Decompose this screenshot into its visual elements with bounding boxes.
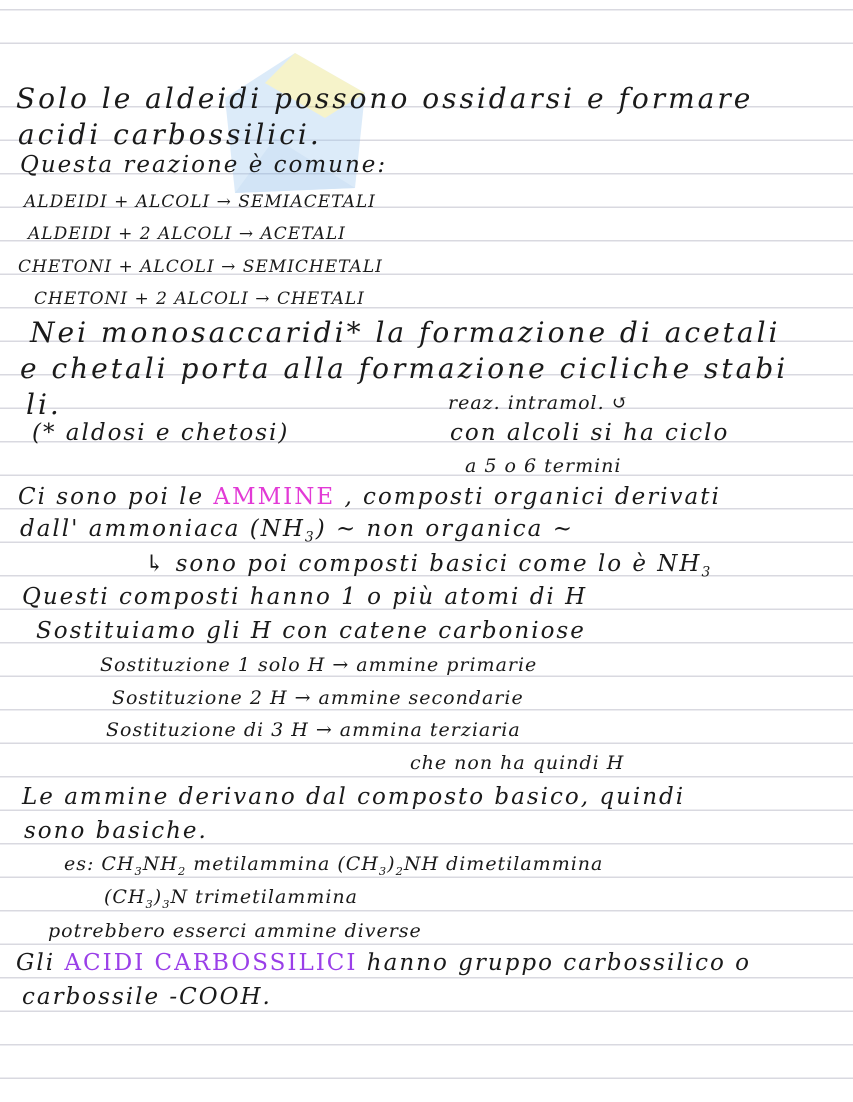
text-line-15 — [18, 484, 721, 510]
text-line-30: carbossile -COOH. — [22, 984, 272, 1010]
text-segment: NH dimetilammina — [403, 853, 604, 875]
text-line-13: con alcoli si ha ciclo — [450, 420, 730, 446]
text-line-25: sono basiche. — [24, 818, 208, 844]
text-line-16 — [20, 516, 574, 546]
subscript: 3 — [304, 529, 316, 546]
text-line-11: reaz. intramol. ↺ — [448, 392, 629, 414]
text-line-12: (* aldosi e chetosi) — [32, 420, 290, 446]
text-line-21: Sostituzione 2 H → ammine secondarie — [112, 687, 524, 709]
text-segment: metilammina (CH — [186, 853, 379, 875]
text-segment: dall' ammoniaca (NH — [20, 516, 305, 542]
text-line-3: Questa reazione è comune: — [20, 152, 388, 178]
acidi-carbossilici-highlight: ACIDI CARBOSSILICI — [64, 950, 358, 976]
text-segment: Gli — [16, 950, 56, 976]
text-line-26 — [64, 853, 603, 878]
text-segment: N trimetilammina — [170, 886, 358, 908]
text-line-2: acidi carbossilici. — [18, 118, 322, 151]
text-line-28: potrebbero esserci ammine diverse — [48, 920, 422, 942]
text-line-18: Questi composti hanno 1 o più atomi di H — [22, 584, 588, 610]
text-line-14: a 5 o 6 termini — [465, 455, 622, 477]
text-line-24: Le ammine derivano dal composto basico, quindi — [22, 784, 686, 810]
text-line-23: che non ha quindi H — [410, 752, 625, 774]
text-line-20: Sostituzione 1 solo H → ammine primarie — [100, 654, 538, 676]
text-segment: ) — [153, 886, 163, 908]
subscript: 3 — [378, 863, 388, 878]
subscript: 3 — [134, 863, 143, 878]
text-segment: Ci sono poi le — [18, 484, 205, 510]
text-segment: , composti organici derivati — [344, 484, 721, 510]
text-segment: ) ~ non organica ~ — [315, 516, 574, 542]
text-segment: ↳ sono poi composti basici come lo è NH — [145, 551, 702, 577]
subscript: 2 — [395, 863, 404, 878]
subscript: 2 — [178, 863, 187, 878]
text-line-22: Sostituzione di 3 H → ammina terziaria — [106, 719, 521, 741]
text-segment: es: CH — [64, 853, 135, 875]
text-segment: ) — [387, 853, 396, 875]
subscript: 3 — [162, 896, 171, 911]
subscript: 3 — [145, 896, 154, 911]
text-line-27 — [104, 886, 358, 911]
text-segment: (CH — [104, 886, 146, 908]
text-segment: hanno gruppo carbossilico o — [366, 950, 751, 976]
text-line-9: e chetali porta alla formazione cicliche stabi — [20, 352, 789, 385]
text-segment: NH — [142, 853, 178, 875]
text-line-10: li. — [26, 388, 62, 421]
subscript: 3 — [701, 564, 713, 581]
text-line-1: Solo le aldeidi possono ossidarsi e formare — [16, 82, 754, 115]
text-line-29 — [16, 950, 751, 976]
text-line-7: CHETONI + 2 ALCOLI → CHETALI — [34, 289, 365, 309]
text-line-8: Nei monosaccaridi* la formazione di acetali — [30, 316, 781, 349]
text-line-17 — [145, 551, 712, 581]
text-line-6: CHETONI + ALCOLI → SEMICHETALI — [18, 257, 383, 277]
text-line-5: ALDEIDI + 2 ALCOLI → ACETALI — [28, 224, 346, 244]
text-line-4: ALDEIDI + ALCOLI → SEMIACETALI — [24, 192, 376, 212]
ammine-highlight: AMMINE — [213, 484, 336, 510]
text-line-19: Sostituiamo gli H con catene carboniose — [36, 618, 586, 644]
